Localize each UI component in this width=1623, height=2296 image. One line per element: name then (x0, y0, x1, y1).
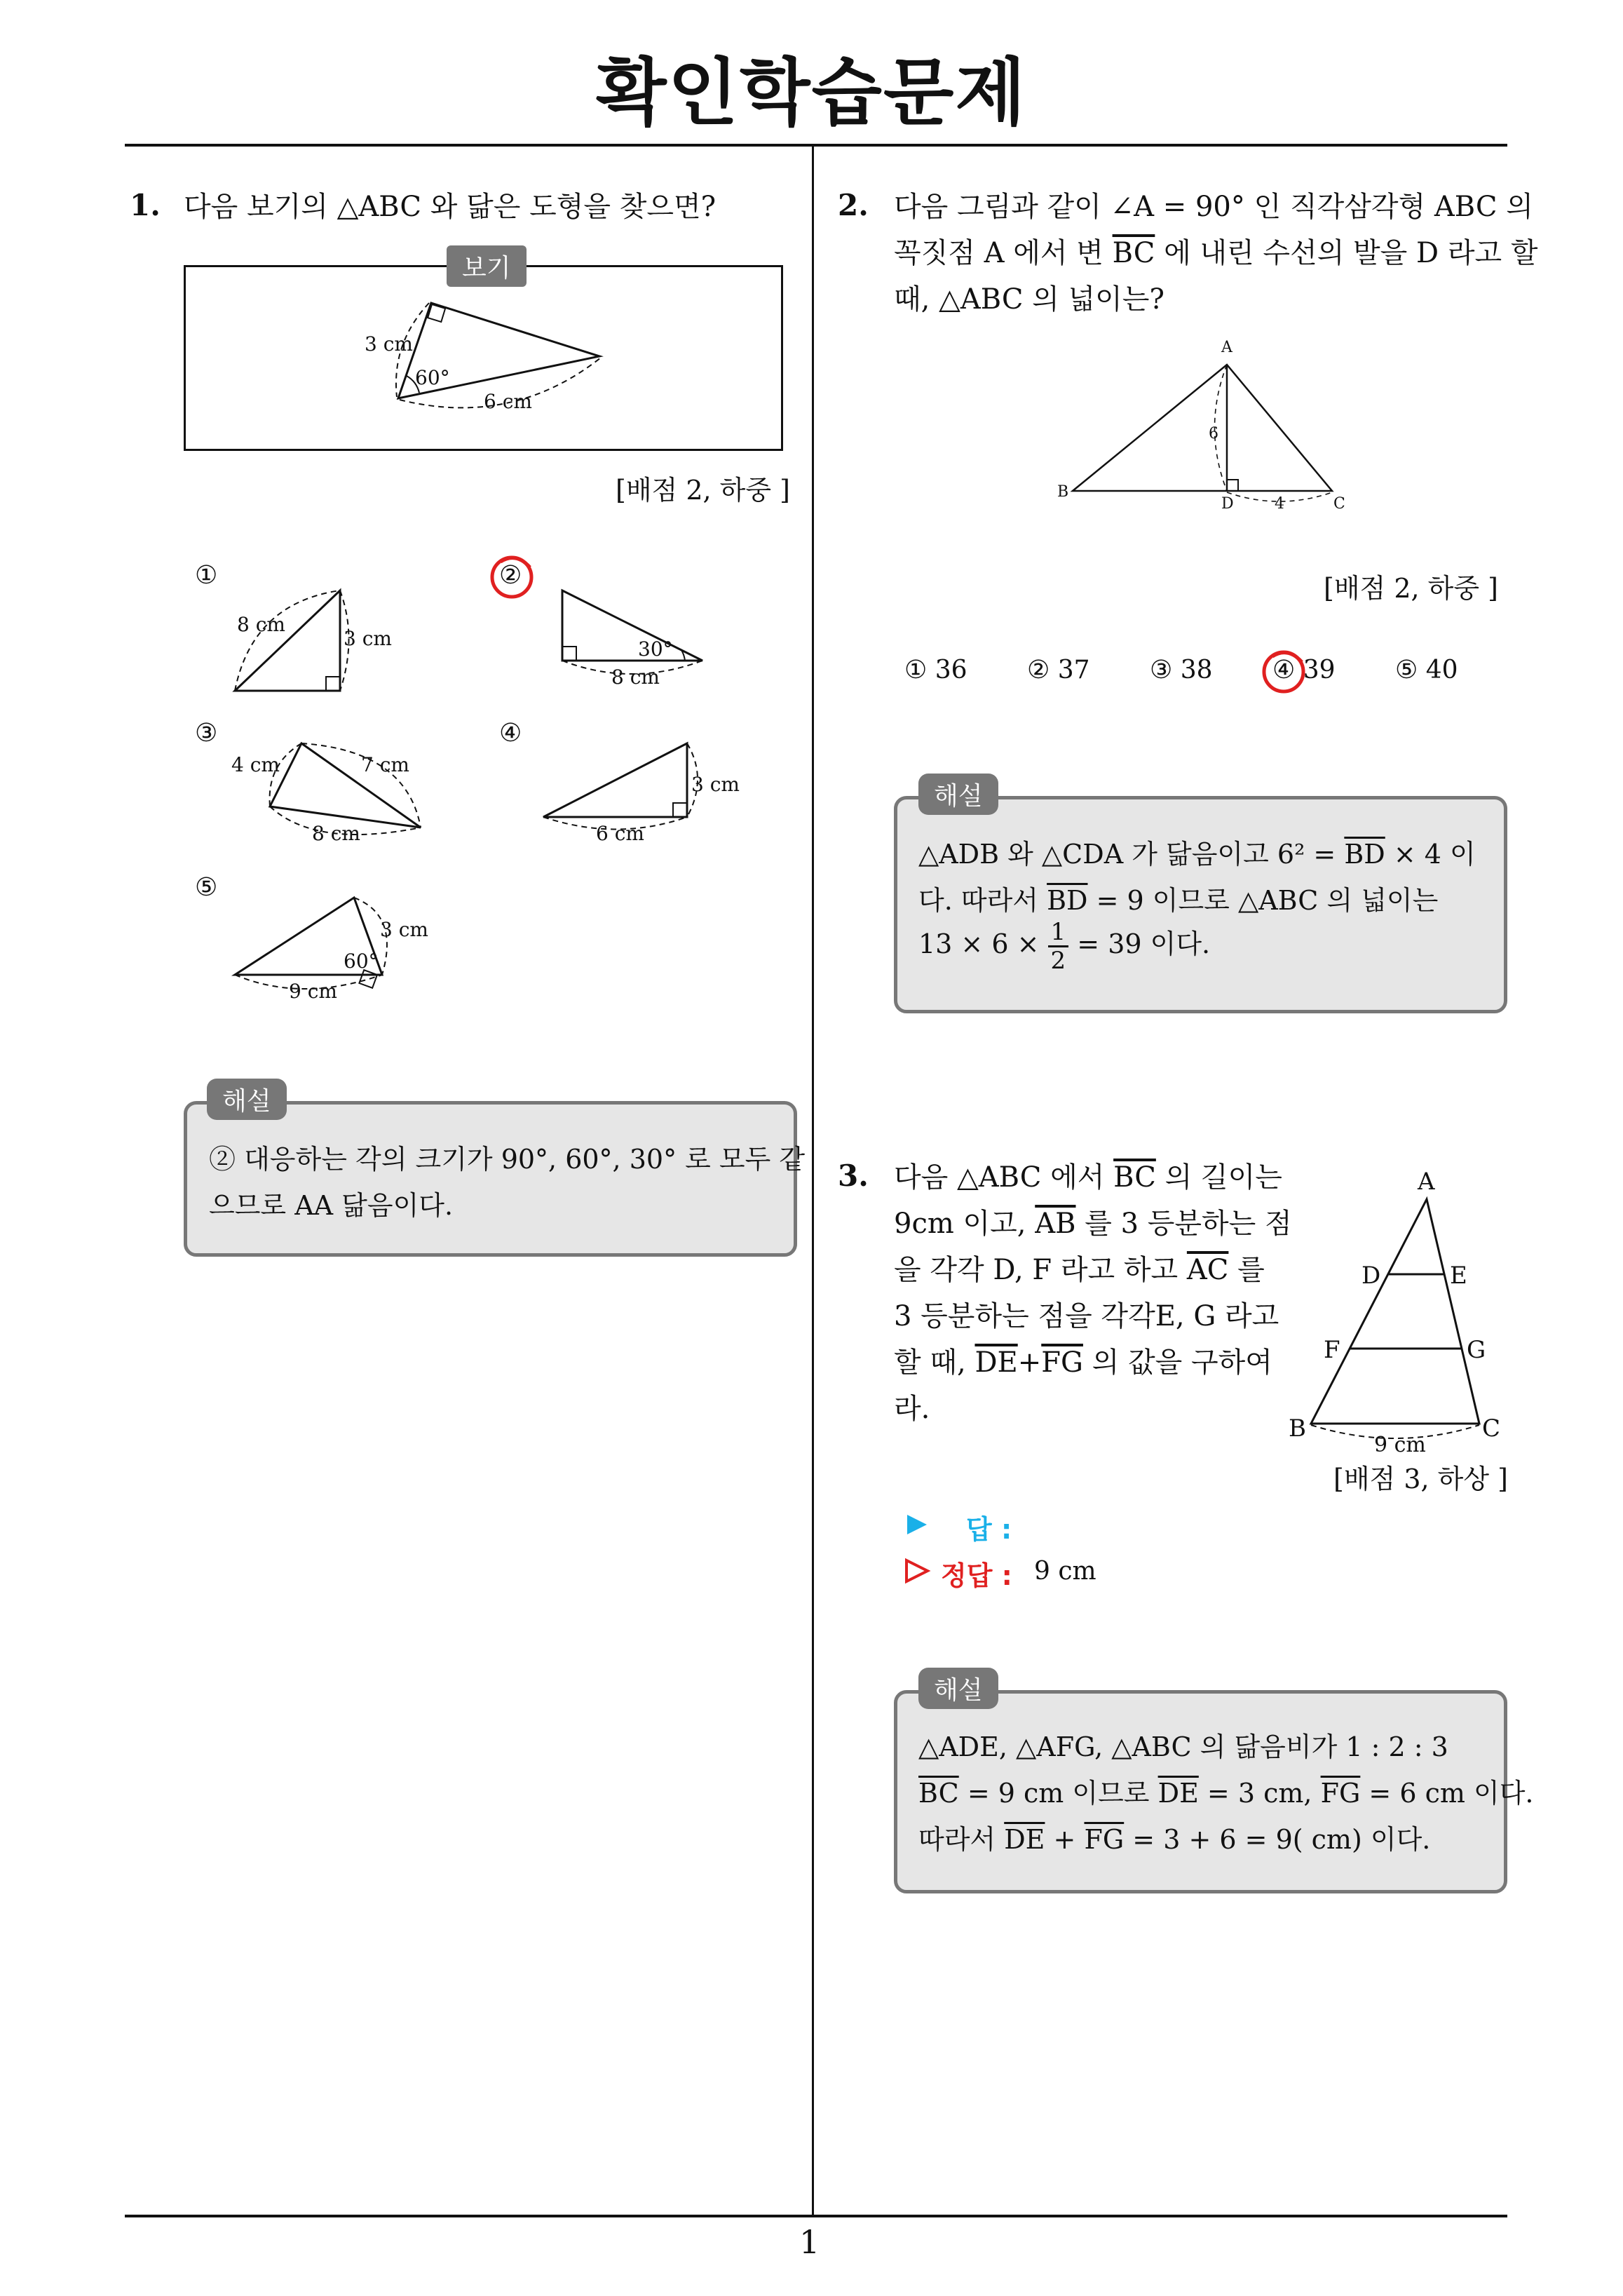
svg-text:A: A (1418, 1168, 1435, 1196)
question-2-line-1: 다음 그림과 같이 ∠A = 90° 인 직각삼각형 ABC 의 (894, 191, 1533, 223)
q2-triangle-figure (1052, 337, 1360, 519)
label-3cm: 3 cm (365, 332, 413, 356)
svg-text:C: C (1333, 495, 1345, 513)
svg-text:D: D (1361, 1262, 1381, 1290)
svg-text:6 cm: 6 cm (596, 822, 644, 845)
question-3-number: 3. (838, 1159, 869, 1193)
correct-answer-arrow-icon (903, 1557, 931, 1585)
label-6cm: 6 cm (484, 390, 532, 413)
q1-solution-line-1: ② 대응하는 각의 크기가 90°, 60°, 30° 로 모두 같 (209, 1144, 806, 1175)
q2-option-2[interactable]: ② 37 (1027, 656, 1090, 684)
svg-text:B: B (1057, 483, 1069, 501)
question-3-line-2: 9cm 이고, $\overline{AB}$ 를 3 등분하는 점 (894, 1208, 1292, 1240)
correct-answer-value: 9 cm (1034, 1557, 1096, 1586)
question-2-line-2: 꼭짓점 A 에서 변 $\overline{BC}$ 에 내린 수선의 발을 D 라고 할 (894, 237, 1538, 269)
correct-answer-label: 정답 : (941, 1560, 1012, 1591)
q1-option-3-figure[interactable] (231, 736, 442, 863)
svg-text:6: 6 (1209, 425, 1218, 443)
question-2-number: 2. (838, 188, 869, 222)
q3-triangle-figure (1276, 1164, 1507, 1459)
svg-text:4 cm: 4 cm (231, 753, 280, 776)
question-1-score: [배점 2, 하중 ] (616, 475, 790, 506)
svg-text:A: A (1221, 339, 1232, 356)
q3-solution-label: 해설 (918, 1668, 998, 1709)
answer-input[interactable] (1017, 1508, 1367, 1540)
q1-option-1-mark[interactable]: ① (195, 561, 218, 590)
svg-text:30°: 30° (638, 637, 673, 661)
svg-text:G: G (1467, 1336, 1486, 1364)
svg-text:8 cm: 8 cm (312, 822, 360, 845)
q1-solution-label: 해설 (207, 1079, 287, 1120)
answer-arrow-icon (904, 1512, 930, 1537)
q3-solution-line-1: △ADE, △AFG, △ABC 의 닮음비가 1 : 2 : 3 (918, 1731, 1448, 1762)
q3-solution-line-3: 따라서 $\overline{DE} + \overline{FG} = 3 + 6 = 9$( cm) 이다. (918, 1824, 1431, 1855)
svg-text:C: C (1482, 1414, 1501, 1443)
question-3-line-4: 3 등분하는 점을 각각E, G 라고 (894, 1300, 1279, 1332)
footer-rule (125, 2215, 1507, 2217)
q2-solution-label: 해설 (918, 774, 998, 815)
q2-option-3[interactable]: ③ 38 (1150, 656, 1213, 684)
example-box-label: 보기 (447, 245, 527, 287)
question-1-number: 1. (130, 188, 161, 222)
svg-text:9 cm: 9 cm (1374, 1433, 1426, 1457)
column-divider (812, 144, 814, 2216)
example-triangle-figure (337, 295, 617, 421)
question-3-line-5: 할 때, $\overline{DE}+\overline{FG}$ 의 값을 구하여 (894, 1346, 1272, 1379)
q1-option-4-figure[interactable] (533, 736, 743, 856)
svg-text:3 cm: 3 cm (380, 918, 428, 941)
q1-solution-line-2: 으므로 AA 닮음이다. (209, 1190, 454, 1221)
svg-text:60°: 60° (344, 950, 379, 973)
q2-solution-line-3: 13 × 6 × $\frac{1}{2}$ = 39 이다. (918, 918, 1211, 975)
q2-solution-line-2: 다. 따라서 $\overline{BD} = 9$ 이므로 △ABC 의 넓이는 (918, 885, 1439, 916)
question-3-line-1: 다음 △ABC 에서 $\overline{BC}$ 의 길이는 (894, 1161, 1282, 1194)
q3-solution-line-2: $\overline{BC} = 9$ cm 이므로 $\overline{DE} = 3$ cm, $\overline{FG} = 6$ cm 이다. (918, 1778, 1534, 1809)
q1-option-4-mark[interactable]: ④ (499, 719, 522, 748)
page-title: 확인학습문제 (596, 50, 1027, 135)
svg-text:B: B (1289, 1414, 1306, 1443)
question-3-score: [배점 3, 하상 ] (1333, 1464, 1508, 1494)
answer-label: 답 : (966, 1514, 1012, 1545)
question-3-line-6: 라. (894, 1393, 930, 1425)
question-2-line-3: 때, △ABC 의 넓이는? (894, 283, 1164, 316)
svg-text:D: D (1221, 495, 1234, 513)
svg-text:7 cm: 7 cm (361, 753, 409, 776)
q1-option-1-figure[interactable] (224, 582, 392, 701)
svg-text:8 cm: 8 cm (611, 666, 660, 689)
svg-text:9 cm: 9 cm (289, 980, 337, 1003)
q1-option-2-figure[interactable] (547, 582, 715, 701)
q2-option-5[interactable]: ⑤ 40 (1395, 656, 1458, 684)
svg-text:F: F (1324, 1336, 1340, 1364)
right-angle-mark (428, 304, 445, 322)
svg-text:E: E (1450, 1262, 1467, 1290)
label-60deg: 60° (415, 366, 450, 389)
q1-option-5-mark[interactable]: ⑤ (195, 873, 218, 902)
segment-bc: $\overline{BC}$ (1112, 237, 1155, 269)
svg-text:8 cm: 8 cm (237, 613, 285, 636)
q2-option-4-selected-circle (1257, 644, 1313, 700)
q1-option-3-mark[interactable]: ③ (195, 719, 218, 748)
svg-text:4: 4 (1275, 495, 1284, 513)
svg-text:3 cm: 3 cm (344, 627, 392, 650)
question-2-score: [배점 2, 하중 ] (1324, 573, 1498, 604)
fraction-one-half: $\frac{1}{2}$ (1048, 919, 1069, 974)
question-1-text: 다음 보기의 △ABC 와 닮은 도형을 찾으면? (184, 191, 717, 223)
svg-text:3 cm: 3 cm (691, 773, 740, 796)
question-3-line-3: 을 각각 D, F 라고 하고 $\overline{AC}$ 를 (894, 1254, 1265, 1286)
q1-option-2-selected-circle (485, 549, 541, 605)
page-number: 1 (799, 2223, 820, 2261)
q1-option-2-mark[interactable]: ② (499, 561, 522, 590)
q1-option-5-figure[interactable] (224, 887, 449, 1013)
q2-option-4[interactable]: ④ 39 (1272, 656, 1336, 684)
header-rule (125, 144, 1507, 147)
q2-solution-line-1: △ADB 와 △CDA 가 닮음이고 $6^2 = \overline{BD} \times 4$ 이 (918, 839, 1476, 870)
q2-option-1[interactable]: ① 36 (904, 656, 967, 684)
